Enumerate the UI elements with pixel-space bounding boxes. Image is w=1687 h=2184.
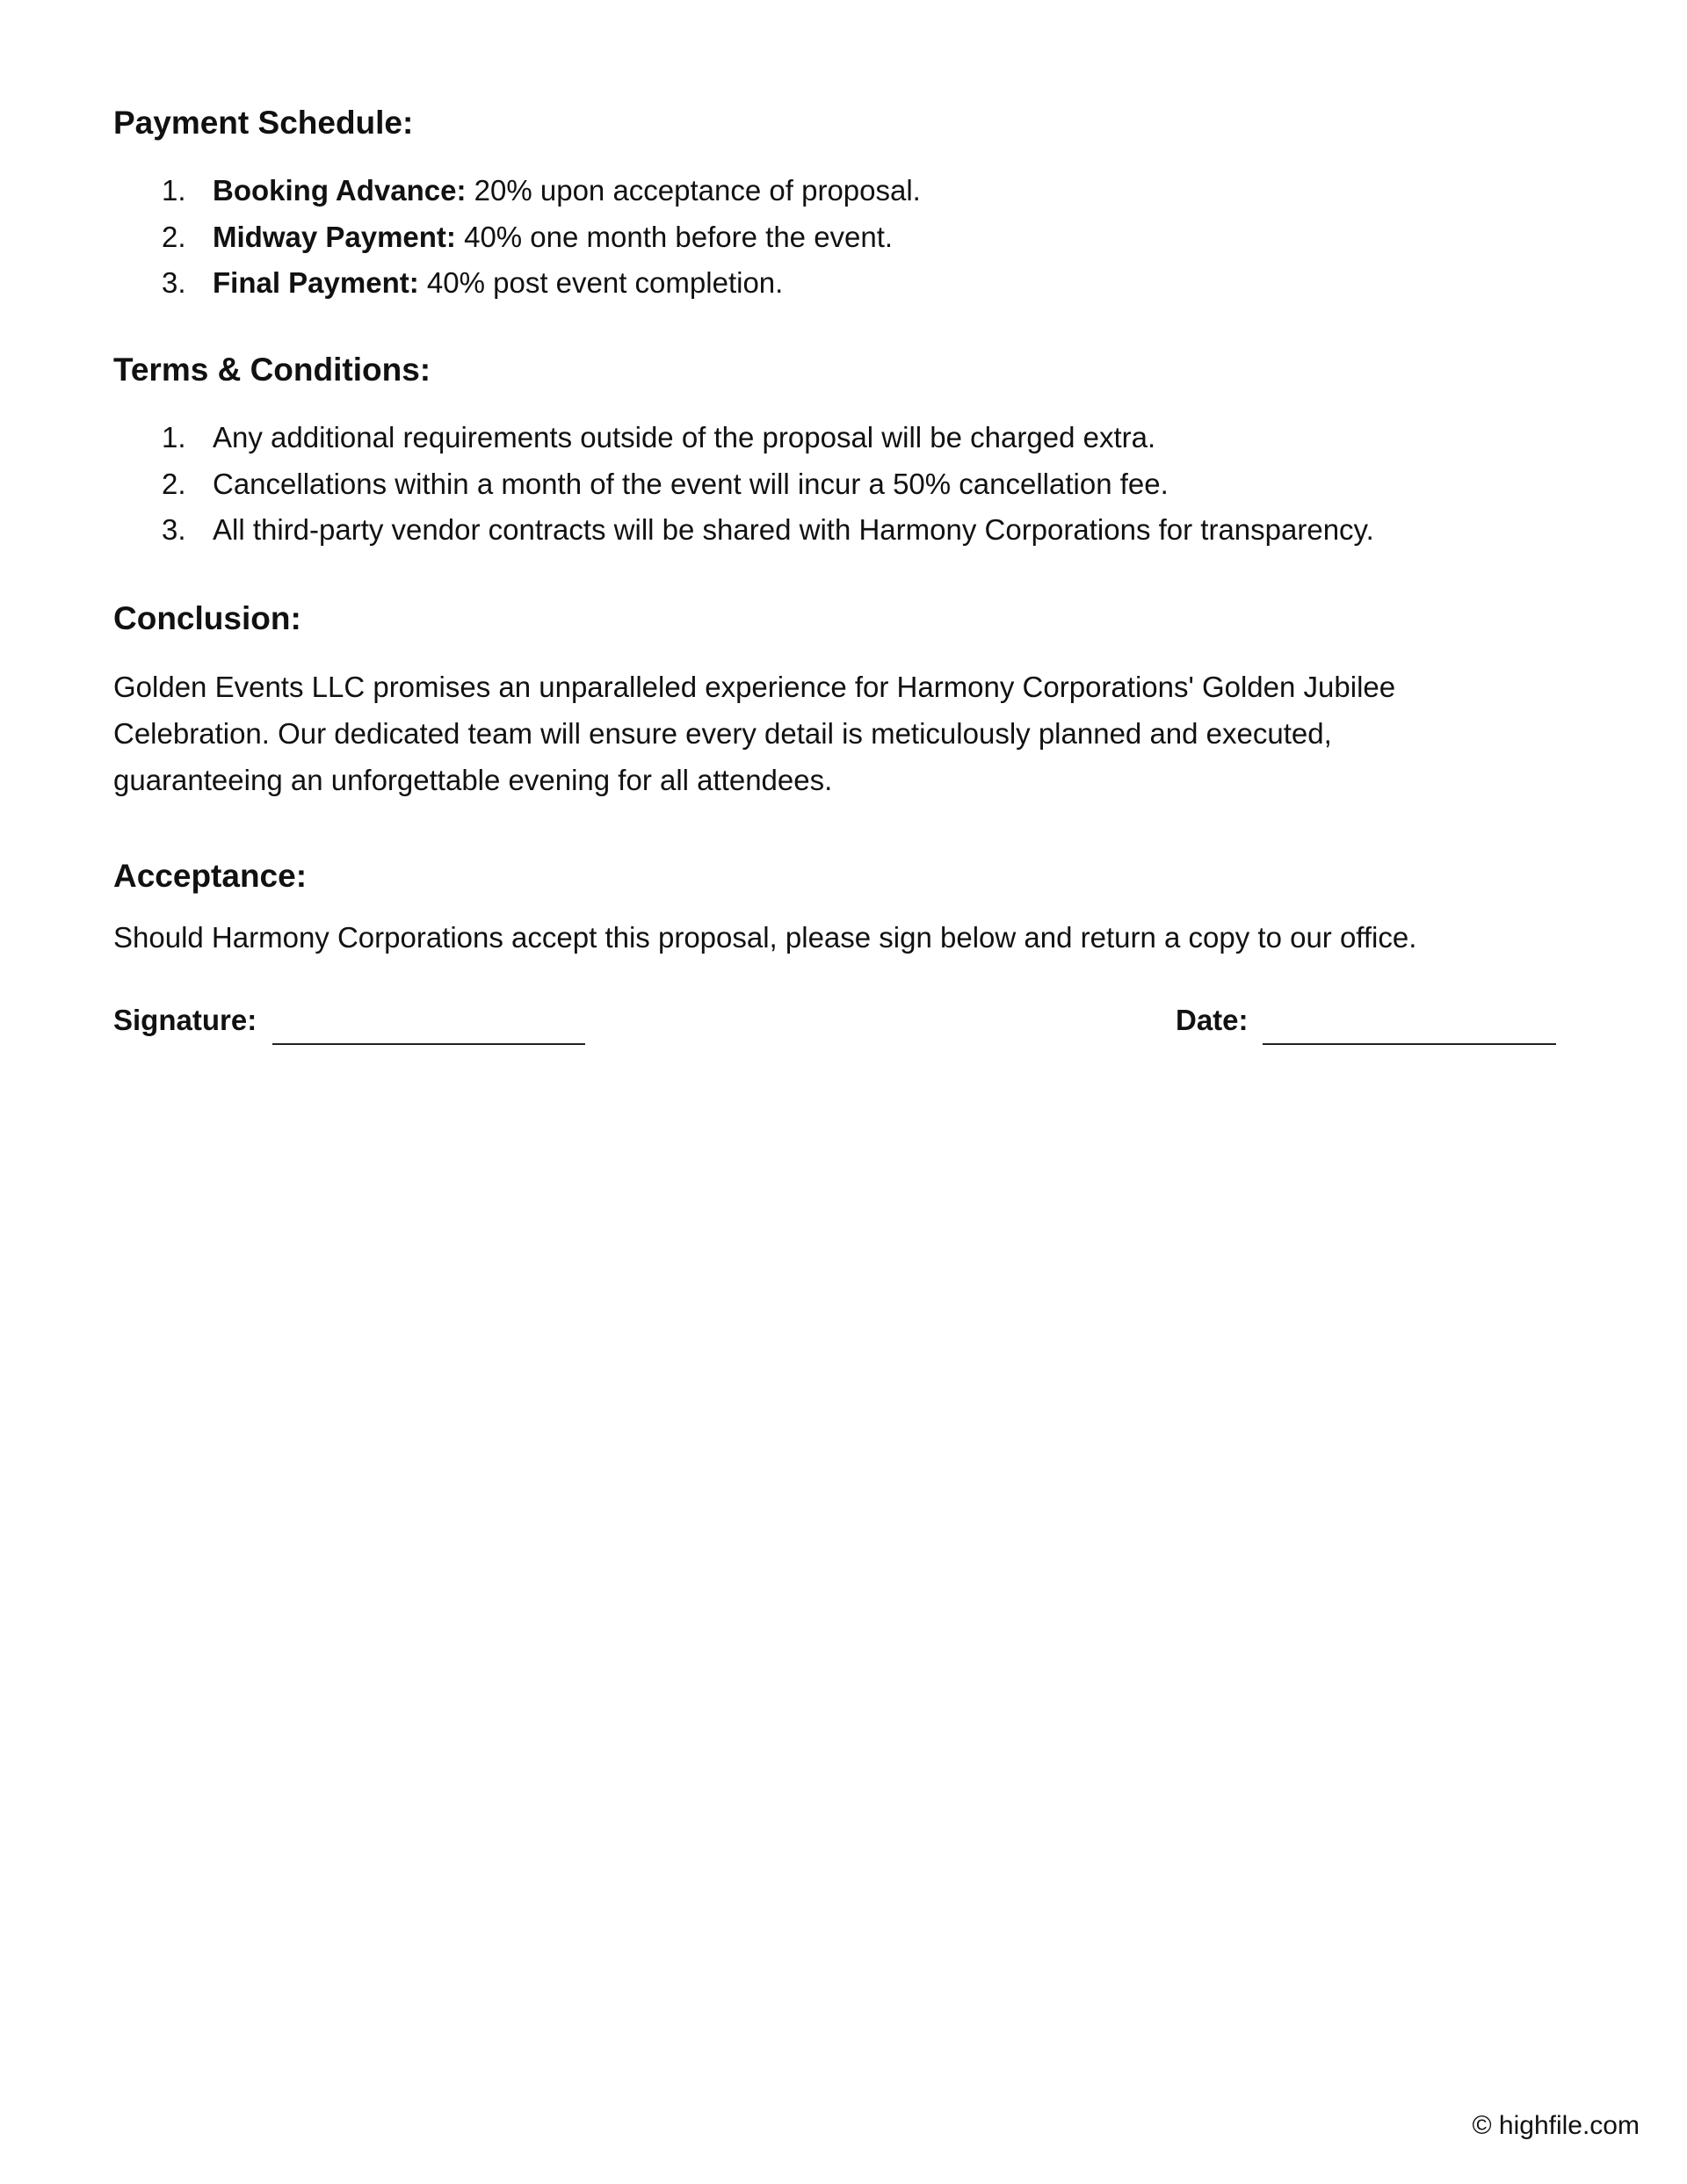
list-number: 3. (162, 266, 186, 299)
item-label: Final Payment: (213, 266, 419, 299)
payment-schedule-list (113, 168, 921, 307)
acceptance-heading: Acceptance: (113, 858, 308, 894)
copyright-footer: © highfile.com (1472, 2111, 1640, 2140)
date-line[interactable] (1263, 1043, 1556, 1045)
list-number: 1. (162, 174, 186, 207)
item-text: 20% upon acceptance of proposal. (466, 174, 921, 207)
paragraph-line: guaranteeing an unforgettable evening for all attendees. (113, 764, 833, 796)
list-item (113, 260, 921, 307)
conclusion-heading: Conclusion: (113, 600, 301, 636)
item-label: Booking Advance: (213, 174, 467, 207)
signature-line[interactable] (272, 1043, 585, 1045)
list-item (113, 461, 1374, 508)
item-text: Cancellations within a month of the event will incur a 50% cancellation fee. (213, 467, 1169, 500)
signature-label: Signature: (113, 1004, 257, 1036)
date-label: Date: (1176, 1004, 1249, 1036)
list-number: 2. (162, 220, 186, 253)
list-number: 3. (162, 513, 186, 546)
signature-row (113, 998, 1572, 1050)
terms-list (113, 415, 1374, 554)
list-number: 1. (162, 421, 186, 453)
terms-heading: Terms & Conditions: (113, 352, 431, 388)
conclusion-paragraph (113, 664, 1395, 803)
list-item (113, 415, 1374, 461)
item-text: 40% post event completion. (418, 266, 784, 299)
item-label: Midway Payment: (213, 220, 456, 253)
list-number: 2. (162, 467, 186, 500)
paragraph-line: Celebration. Our dedicated team will ensure every detail is meticulously planned and executed, (113, 717, 1332, 750)
list-item (113, 507, 1374, 554)
paragraph-line: Golden Events LLC promises an unparalleled experience for Harmony Corporations' Golden Jubilee (113, 671, 1396, 703)
item-text: All third-party vendor contracts will be shared with Harmony Corporations for transparency. (213, 513, 1374, 546)
item-text: Any additional requirements outside of the proposal will be charged extra. (213, 421, 1156, 453)
list-item (113, 168, 921, 214)
acceptance-text: Should Harmony Corporations accept this proposal, please sign below and return a copy to our office. (113, 921, 1417, 954)
payment-schedule-heading: Payment Schedule: (113, 105, 414, 141)
list-item (113, 214, 921, 261)
item-text: 40% one month before the event. (455, 220, 894, 253)
